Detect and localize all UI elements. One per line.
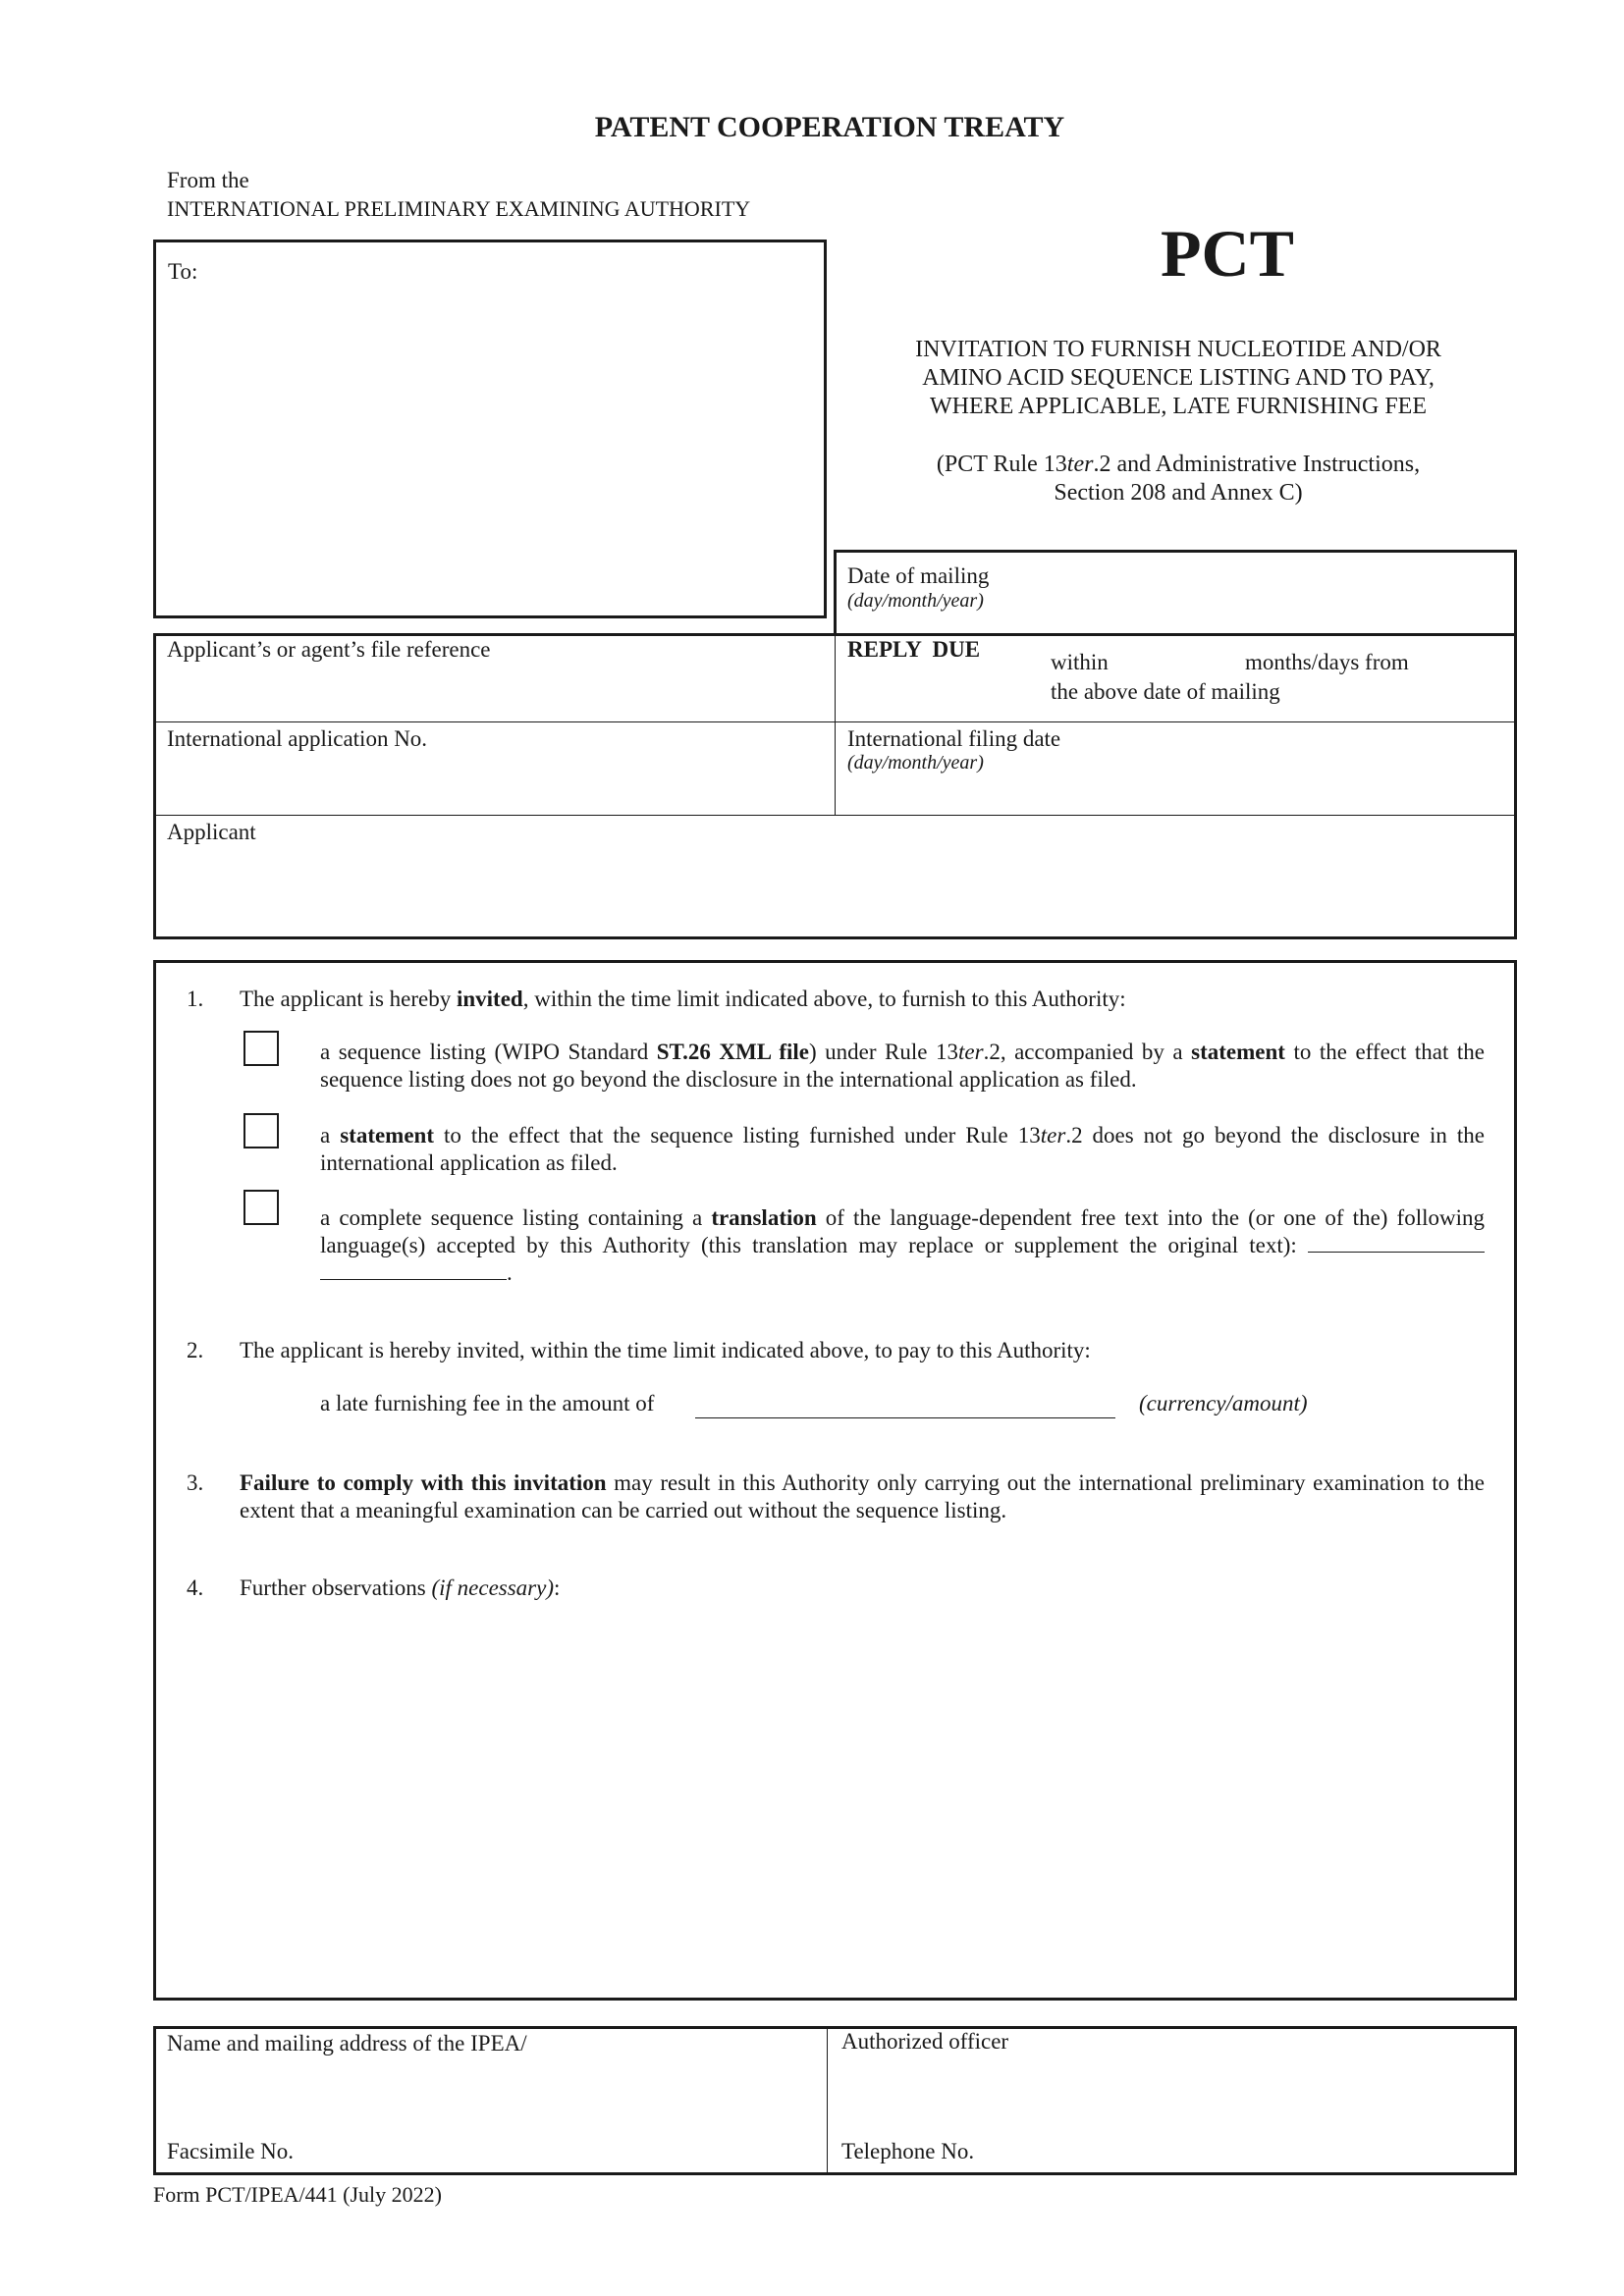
language-field-1[interactable] bbox=[1308, 1232, 1485, 1253]
date-of-mailing-label: Date of mailing bbox=[847, 563, 990, 588]
form-title-line-2: AMINO ACID SEQUENCE LISTING AND TO PAY, bbox=[922, 365, 1435, 391]
translation-checkbox[interactable] bbox=[244, 1190, 279, 1225]
authority-name: INTERNATIONAL PRELIMINARY EXAMINING AUTHORITY bbox=[167, 196, 751, 221]
officer-label: Authorized officer bbox=[841, 2029, 1009, 2054]
footer-divider bbox=[827, 2026, 828, 2175]
section-3-number: 3. bbox=[187, 1470, 204, 1495]
sequence-listing-option bbox=[320, 1039, 1485, 1094]
opt1-bold2: statement bbox=[1191, 1040, 1285, 1064]
to-label: To: bbox=[168, 259, 198, 284]
section-1-intro-b: , within the time limit indicated above, to furnish to this Authority: bbox=[522, 987, 1126, 1011]
sequence-listing-checkbox[interactable] bbox=[244, 1031, 279, 1066]
section-4-italic: (if necessary) bbox=[431, 1575, 555, 1600]
info-table-row-1 bbox=[153, 721, 1517, 722]
ipea-address-label: Name and mailing address of the IPEA/ bbox=[167, 2031, 527, 2056]
section-3-text bbox=[240, 1469, 1485, 1524]
section-2-text: The applicant is hereby invited, within the time limit indicated above, to pay to this Authority: bbox=[240, 1338, 1091, 1362]
from-label: From the bbox=[167, 168, 249, 192]
reply-after-label: the above date of mailing bbox=[1051, 679, 1280, 704]
form-title-line-1: INVITATION TO FURNISH NUCLEOTIDE AND/OR bbox=[915, 337, 1441, 362]
rule-ref-italic: ter bbox=[1066, 452, 1094, 477]
section-2-number: 2. bbox=[187, 1338, 204, 1362]
rule-ref-line-2: Section 208 and Annex C) bbox=[1054, 480, 1303, 506]
filing-date-field[interactable] bbox=[839, 777, 1513, 813]
date-of-mailing-box[interactable] bbox=[834, 550, 1517, 634]
file-reference-label: Applicant’s or agent’s file reference bbox=[167, 637, 491, 662]
treaty-title: PATENT COOPERATION TREATY bbox=[594, 111, 1065, 143]
section-1-number: 1. bbox=[187, 987, 204, 1011]
info-table-row-2 bbox=[153, 815, 1517, 816]
rule-ref-prefix: (PCT Rule 13 bbox=[936, 452, 1067, 477]
language-field-2[interactable] bbox=[320, 1259, 507, 1280]
ipea-address-field[interactable] bbox=[157, 2061, 823, 2140]
late-fee-label: a late furnishing fee in the amount of bbox=[320, 1391, 655, 1415]
rule-reference bbox=[835, 451, 1522, 507]
opt1-a: a sequence listing (WIPO Standard bbox=[320, 1040, 657, 1064]
section-4-colon: : bbox=[554, 1575, 561, 1600]
file-reference-field[interactable] bbox=[157, 667, 831, 719]
form-title-line-3: WHERE APPLICABLE, LATE FURNISHING FEE bbox=[929, 394, 1427, 419]
further-observations-field[interactable] bbox=[240, 1610, 1487, 1983]
late-fee-unit: (currency/amount) bbox=[1139, 1391, 1308, 1415]
opt3-bold1: translation bbox=[711, 1205, 817, 1230]
section-3-bold: Failure to comply with this invitation bbox=[240, 1470, 607, 1495]
reply-due-label: REPLY DUE bbox=[847, 637, 981, 662]
opt2-bold1: statement bbox=[340, 1123, 434, 1148]
pct-logo: PCT bbox=[1161, 216, 1294, 291]
opt1-d: to the effect that the sequence listing does not go beyond the disclosure in the international application as filed. bbox=[320, 1040, 1486, 1092]
reply-within-label: within bbox=[1051, 650, 1109, 674]
opt1-bold1: ST.26 XML file bbox=[656, 1040, 809, 1064]
applicant-field[interactable] bbox=[157, 850, 1512, 934]
opt2-a: a bbox=[320, 1123, 341, 1148]
section-4-label: Further observations bbox=[240, 1575, 432, 1600]
phone-label: Telephone No. bbox=[841, 2139, 975, 2163]
rule-ref-suffix: .2 and Administrative Instructions, bbox=[1093, 452, 1421, 477]
info-table-divider bbox=[835, 633, 836, 816]
fax-label: Facsimile No. bbox=[167, 2139, 295, 2163]
application-no-field[interactable] bbox=[157, 756, 831, 811]
filing-date-hint: (day/month/year) bbox=[847, 752, 984, 774]
filing-date-label: International filing date bbox=[847, 726, 1061, 751]
officer-field[interactable] bbox=[833, 2059, 1512, 2136]
applicant-label: Applicant bbox=[167, 820, 256, 844]
form-id: Form PCT/IPEA/441 (July 2022) bbox=[153, 2182, 442, 2207]
form-title bbox=[835, 336, 1522, 421]
opt2-c: .2 does not go beyond the disclosure in the international application as filed. bbox=[320, 1123, 1486, 1175]
reply-period-field[interactable] bbox=[1124, 644, 1237, 677]
statement-option bbox=[320, 1122, 1485, 1177]
section-4-number: 4. bbox=[187, 1575, 204, 1600]
reply-months-label: months/days from bbox=[1245, 650, 1409, 674]
section-4-text bbox=[240, 1575, 560, 1602]
to-address-box[interactable] bbox=[153, 240, 827, 618]
section-1-intro-a: The applicant is hereby bbox=[240, 987, 457, 1011]
opt1-c: .2, accompanied by a bbox=[983, 1040, 1192, 1064]
opt1-ital: ter bbox=[958, 1040, 984, 1064]
translation-option: a complete sequence listing containing a translation of the language-dependent free text into the (or one of the) following language(s) accepted by this Authority (this translation may replace or supplement the original text): . bbox=[320, 1205, 1485, 1285]
section-1-intro-bold: invited bbox=[456, 987, 523, 1011]
opt3-b: of the language-dependent free text into the (or one of the) following language(s) accepted by this Authority (this translation may replace or supplement the original text): bbox=[320, 1205, 1485, 1257]
application-no-label: International application No. bbox=[167, 726, 428, 751]
date-of-mailing-hint: (day/month/year) bbox=[847, 590, 984, 612]
opt2-b: to the effect that the sequence listing furnished under Rule 13 bbox=[434, 1123, 1041, 1148]
section-1-intro bbox=[240, 986, 1126, 1013]
statement-checkbox[interactable] bbox=[244, 1113, 279, 1148]
opt1-b: ) under Rule 13 bbox=[809, 1040, 959, 1064]
opt3-a: a complete sequence listing containing a bbox=[320, 1205, 712, 1230]
section-3-body: may result in this Authority only carrying out the international preliminary examination to the extent that a meaningful examination can be carried out without the sequence listing. bbox=[240, 1470, 1485, 1522]
opt2-ital: ter bbox=[1040, 1123, 1066, 1148]
late-fee-amount-field[interactable] bbox=[695, 1394, 1115, 1418]
